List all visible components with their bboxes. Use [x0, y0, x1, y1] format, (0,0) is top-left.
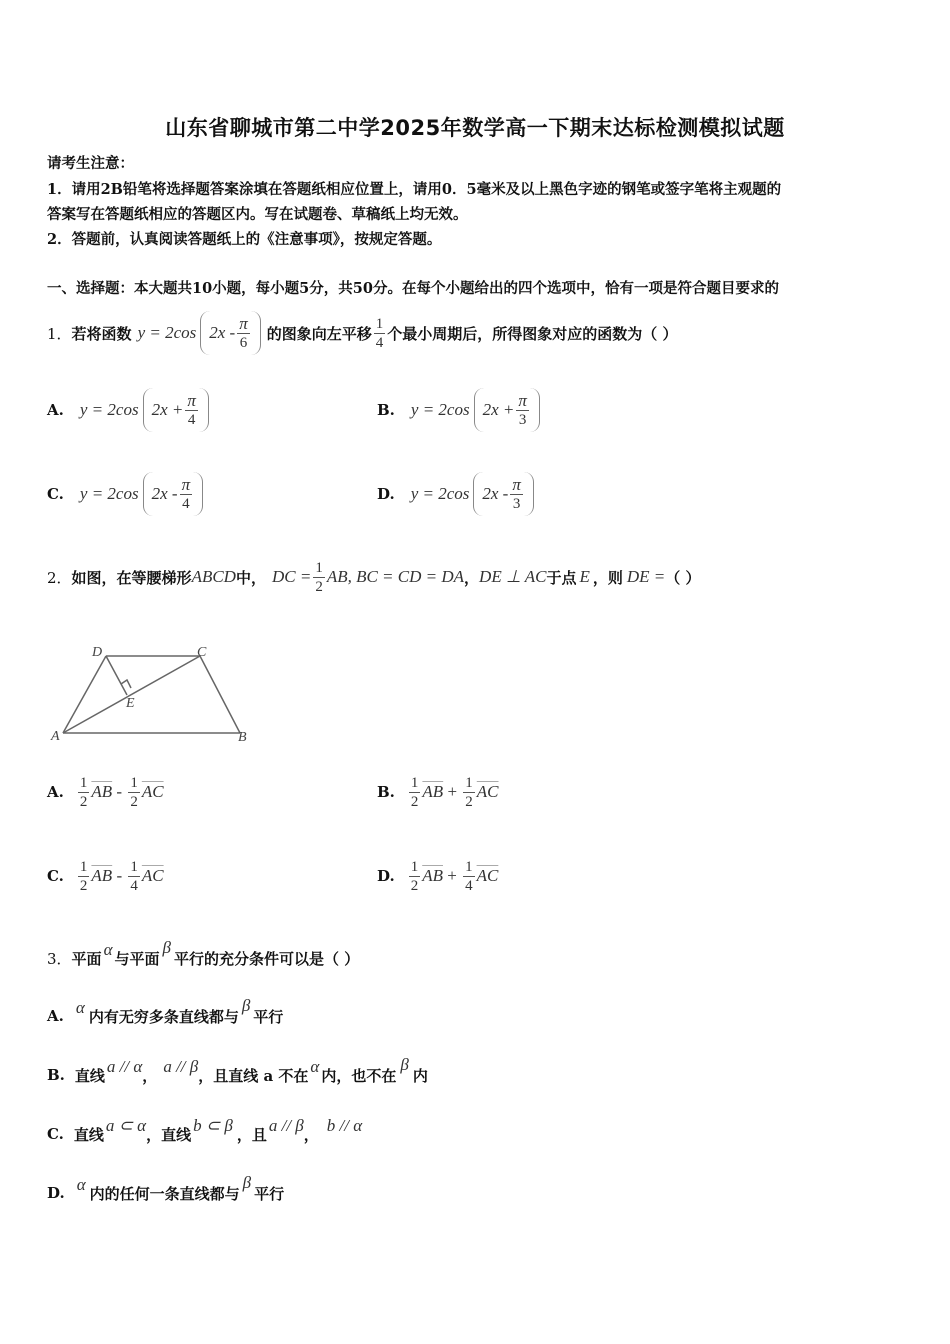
q3-option-c-m3: a // β: [268, 1116, 304, 1135]
q1-four: 4: [375, 334, 384, 351]
q2-e: E: [579, 567, 590, 586]
q2-option-a-label: A.: [47, 783, 64, 801]
q2-rest: AB, BC = CD = DA: [326, 567, 465, 586]
q3-option-b-label: B.: [47, 1066, 65, 1084]
q3-option-a-label: A.: [47, 1007, 64, 1025]
q3-stem-b: 与平面: [114, 949, 160, 968]
q3-option-d-t1: 内的任何一条直线都与: [89, 1184, 240, 1203]
q1-post: 个最小周期后，所得图象对应的函数为（ ）: [387, 324, 678, 343]
q2-pre: 如图，在等腰梯形: [71, 568, 192, 587]
q2-option-d-op: +: [442, 866, 462, 885]
q3-option-c-m4: b // α: [326, 1116, 363, 1135]
q3-option-b-t5: 内: [412, 1066, 428, 1085]
q1-option-d-lhs: y = 2cos: [410, 484, 470, 503]
q2-option-a-v2: $\overline{AC}$: [141, 782, 164, 801]
q3-option-c-m1: a ⊂ α: [105, 1116, 147, 1135]
question-3: [47, 940, 359, 976]
q2-option-a-d1: 2: [79, 793, 88, 810]
q3-option-b-beta: β: [400, 1055, 409, 1074]
q1-option-c-label: C.: [47, 485, 64, 503]
q1-option-d-label: D.: [377, 485, 395, 503]
q2-abcd: ABCD: [191, 567, 236, 586]
q1-option-b-lhs: y = 2cos: [410, 400, 470, 419]
q2-option-d-n2: 1: [465, 858, 473, 875]
q3-beta: β: [162, 938, 171, 957]
q3-option-d-t2: 平行: [254, 1184, 285, 1203]
q1-option-b[interactable]: [377, 386, 540, 434]
q1-option-b-label: B.: [377, 401, 395, 419]
q2-option-c-d2: 4: [130, 877, 138, 894]
q3-option-d[interactable]: [47, 1175, 284, 1211]
q3-option-b-m2: a // β: [163, 1057, 199, 1076]
q2-option-b-d2: 2: [465, 793, 473, 810]
q3-option-c-label: C.: [47, 1125, 64, 1143]
q3-option-c-t1: 直线: [73, 1125, 104, 1144]
q3-option-d-label: D.: [47, 1184, 65, 1202]
question-1: [47, 305, 678, 361]
q1-option-a-lhs: y = 2cos: [79, 400, 139, 419]
q2-option-c-n2: 1: [130, 858, 138, 875]
question-2: [47, 552, 700, 602]
q1-option-a-pi: π: [187, 390, 196, 410]
q2-option-d-n1: 1: [410, 858, 419, 875]
q1-six: 6: [239, 334, 248, 351]
label-b: B: [238, 730, 247, 745]
q3-option-a-alpha: α: [75, 998, 85, 1017]
q1-option-a-den: 4: [187, 411, 196, 428]
q1-option-c-pi: π: [181, 474, 191, 494]
q2-option-c-op: -: [112, 866, 127, 885]
edge-bc: [200, 656, 240, 733]
q3-option-c-t2: ，直线: [146, 1125, 192, 1144]
q3-option-d-beta: β: [242, 1173, 252, 1192]
notice-line-1a: 1．请用2B铅笔将选择题答案涂填在答题纸相应位置上，请用0．5毫米及以上黑色字迹的钢笔或签字笔将主观题的: [47, 181, 782, 198]
q2-option-a[interactable]: [47, 768, 164, 816]
q2-option-b-d1: 2: [410, 793, 419, 810]
q3-option-b-t3: ，且直线 a 不在: [198, 1066, 309, 1085]
q2-option-a-n2: 1: [130, 774, 138, 791]
q2-option-b-label: B.: [377, 783, 395, 801]
q2-paren: （ ）: [665, 568, 701, 587]
diagonal-ac: [63, 656, 200, 733]
q2-ze: ，则: [592, 568, 623, 587]
q1-func-lhs: y = 2cos: [137, 323, 197, 342]
q1-option-c-den: 4: [182, 495, 190, 512]
q3-option-c-t3: ，且: [236, 1125, 267, 1144]
q1-option-b-inner: 2x +: [482, 400, 515, 419]
label-e: E: [126, 696, 135, 711]
q3-option-c-m2: b ⊂ β: [193, 1116, 233, 1135]
q1-option-c-inner: 2x -: [151, 484, 178, 503]
q3-option-a-beta: β: [241, 996, 251, 1015]
trapezoid-figure: [45, 640, 260, 750]
q3-option-a-t2: 平行: [253, 1007, 284, 1026]
notice-line-2: 2．答题前，认真阅读答题纸上的《注意事项》，按规定答题。: [47, 231, 442, 248]
q2-half-num: 1: [315, 559, 323, 576]
q1-option-d-inner: 2x -: [482, 484, 509, 503]
q3-option-b-alpha: α: [310, 1057, 320, 1076]
q2-de: DE =: [626, 567, 666, 586]
q2-option-a-v1: $\overline{AB}$: [91, 782, 113, 801]
q2-option-c[interactable]: [47, 852, 164, 900]
q1-option-c-lhs: y = 2cos: [79, 484, 139, 503]
q2-option-b-n1: 1: [410, 774, 419, 791]
q3-option-b[interactable]: [47, 1057, 428, 1093]
q2-option-b[interactable]: [377, 768, 499, 816]
q2-option-d-v1: $\overline{AB}$: [422, 866, 443, 885]
q3-option-b-t4: 内，也不在: [321, 1066, 397, 1085]
q3-option-b-t2: ，: [142, 1066, 158, 1085]
label-a: A: [51, 729, 60, 744]
q2-option-b-n2: 1: [465, 774, 473, 791]
q2-half-den: 2: [315, 578, 323, 595]
q2-option-c-v1: $\overline{AB}$: [91, 866, 113, 885]
q1-option-b-pi: π: [518, 390, 527, 410]
section-heading: 一、选择题：本大题共10小题，每小题5分，共50分。在每个小题给出的四个选项中，恰有一项是符合题目要求的: [47, 280, 779, 297]
q3-option-c-t4: ，: [303, 1125, 319, 1144]
q3-option-c[interactable]: [47, 1116, 362, 1152]
q2-option-c-n1: 1: [79, 858, 88, 875]
q3-alpha: α: [103, 940, 113, 959]
q3-stem-c: 平行的充分条件可以是（ ）: [173, 949, 360, 968]
label-c: C: [197, 645, 207, 660]
q2-option-c-v2: $\overline{AC}$: [141, 866, 164, 885]
q1-option-d-den: 3: [512, 495, 521, 512]
q2-option-d-d1: 2: [410, 877, 419, 894]
q2-option-d-label: D.: [377, 867, 395, 885]
q1-option-b-den: 3: [518, 411, 527, 428]
q1-option-d-pi: π: [512, 474, 521, 494]
q1-one: 1: [375, 315, 384, 332]
q1-pre: 若将函数: [71, 324, 132, 343]
q2-number: 2．: [47, 568, 72, 587]
q3-number: 3．: [47, 949, 72, 968]
q1-func-inner: 2x -: [209, 323, 236, 342]
q3-option-b-t1: 直线: [74, 1066, 105, 1085]
q1-mid: 的图象向左平移: [266, 324, 372, 343]
notice-line-1b: 答案写在答题纸相应的答题区内。写在试题卷、草稿纸上均无效。: [47, 206, 468, 223]
q1-option-a[interactable]: [47, 386, 209, 434]
q3-option-a-t1: 内有无穷多条直线都与: [88, 1007, 239, 1026]
page-title: 山东省聊城市第二中学2025年数学高一下期末达标检测模拟试题: [165, 116, 785, 140]
q2-option-c-label: C.: [47, 867, 64, 885]
q2-option-c-d1: 2: [79, 877, 88, 894]
q2-option-a-op: -: [112, 782, 127, 801]
q3-option-a[interactable]: [47, 998, 283, 1034]
q1-option-c[interactable]: [47, 470, 203, 518]
label-d: D: [92, 645, 103, 660]
q2-dc: DC =: [271, 567, 312, 586]
q1-pi: π: [239, 313, 248, 333]
q3-option-b-m1: a // α: [106, 1057, 143, 1076]
q2-option-b-v1: $\overline{AB}$: [422, 782, 444, 801]
q2-option-a-n1: 1: [79, 774, 88, 791]
q3-option-d-alpha: α: [76, 1175, 86, 1194]
q2-option-d-d2: 4: [465, 877, 473, 894]
q2-yudian: 于点: [546, 568, 577, 587]
q2-option-a-d2: 2: [130, 793, 138, 810]
notice-heading: 请考生注意：: [47, 155, 134, 172]
q2-option-b-v2: $\overline{AC}$: [476, 782, 499, 801]
q2-option-d-v2: $\overline{AC}$: [476, 866, 499, 885]
q2-option-d[interactable]: [377, 852, 498, 900]
q2-perp: DE ⊥ AC: [479, 567, 547, 586]
q1-option-d[interactable]: [377, 470, 534, 518]
q1-number: 1．: [47, 324, 72, 343]
q2-comma: ，: [464, 568, 480, 587]
q2-zhong: 中，: [235, 568, 266, 587]
q1-option-a-label: A.: [47, 401, 64, 419]
segment-de: [106, 656, 127, 695]
q3-stem-a: 平面: [71, 949, 102, 968]
q2-option-b-op: +: [443, 782, 462, 801]
q1-option-a-inner: 2x +: [151, 400, 184, 419]
